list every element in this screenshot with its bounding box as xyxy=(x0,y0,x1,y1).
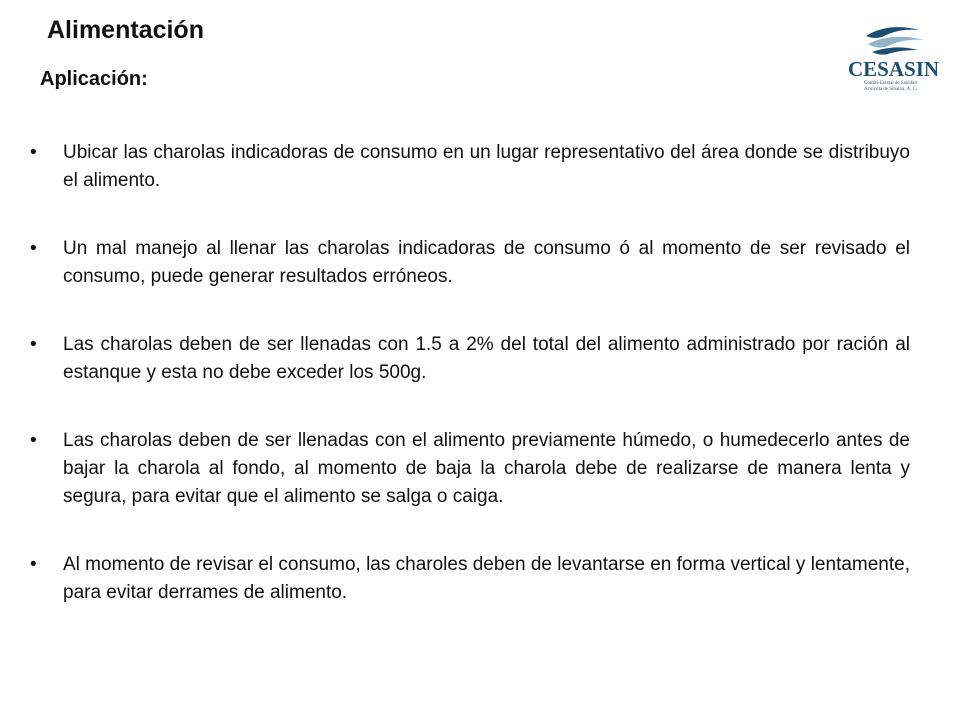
cesasin-logo xyxy=(848,20,938,98)
bullet-text: Ubicar las charolas indicadoras de consumo en un lugar representativo del área donde se distribuyo el alimento. xyxy=(63,142,910,191)
logo-tagline-line2: Acuícola de Sinaloa, A. C. xyxy=(864,87,918,92)
bullet-dot-icon: • xyxy=(30,142,37,163)
bullet-dot-icon: • xyxy=(30,238,37,259)
slide-title: Alimentación xyxy=(47,16,204,44)
bullet-item xyxy=(30,331,910,387)
bullet-dot-icon: • xyxy=(30,430,37,451)
slide-subtitle: Aplicación: xyxy=(40,68,148,90)
bullet-text: Un mal manejo al llenar las charolas indicadoras de consumo ó al momento de ser revisado el consumo, puede generar resultados erróneos. xyxy=(63,238,910,287)
logo-tagline-line1: Comité Estatal de Sanidad xyxy=(864,81,917,86)
bullet-item xyxy=(30,139,910,195)
logo-name: CESASIN xyxy=(848,57,940,81)
wave-logo-icon xyxy=(848,20,938,60)
bullet-item xyxy=(30,427,910,511)
bullet-item xyxy=(30,235,910,291)
bullet-list xyxy=(30,139,910,647)
bullet-text: Las charolas deben de ser llenadas con el alimento previamente húmedo, o humedecerlo antes de bajar la charola al fondo, al momento de baja la charola debe de realizarse de manera lenta y segura, para evitar que el alimento se salga o caiga. xyxy=(63,430,910,507)
bullet-item xyxy=(30,551,910,607)
bullet-text: Al momento de revisar el consumo, las charoles deben de levantarse en forma vertical y lentamente, para evitar derrames de alimento. xyxy=(63,554,910,603)
bullet-dot-icon: • xyxy=(30,554,37,575)
bullet-text: Las charolas deben de ser llenadas con 1.5 a 2% del total del alimento administrado por ración al estanque y esta no debe exceder los 500g. xyxy=(63,334,910,383)
bullet-dot-icon: • xyxy=(30,334,37,355)
